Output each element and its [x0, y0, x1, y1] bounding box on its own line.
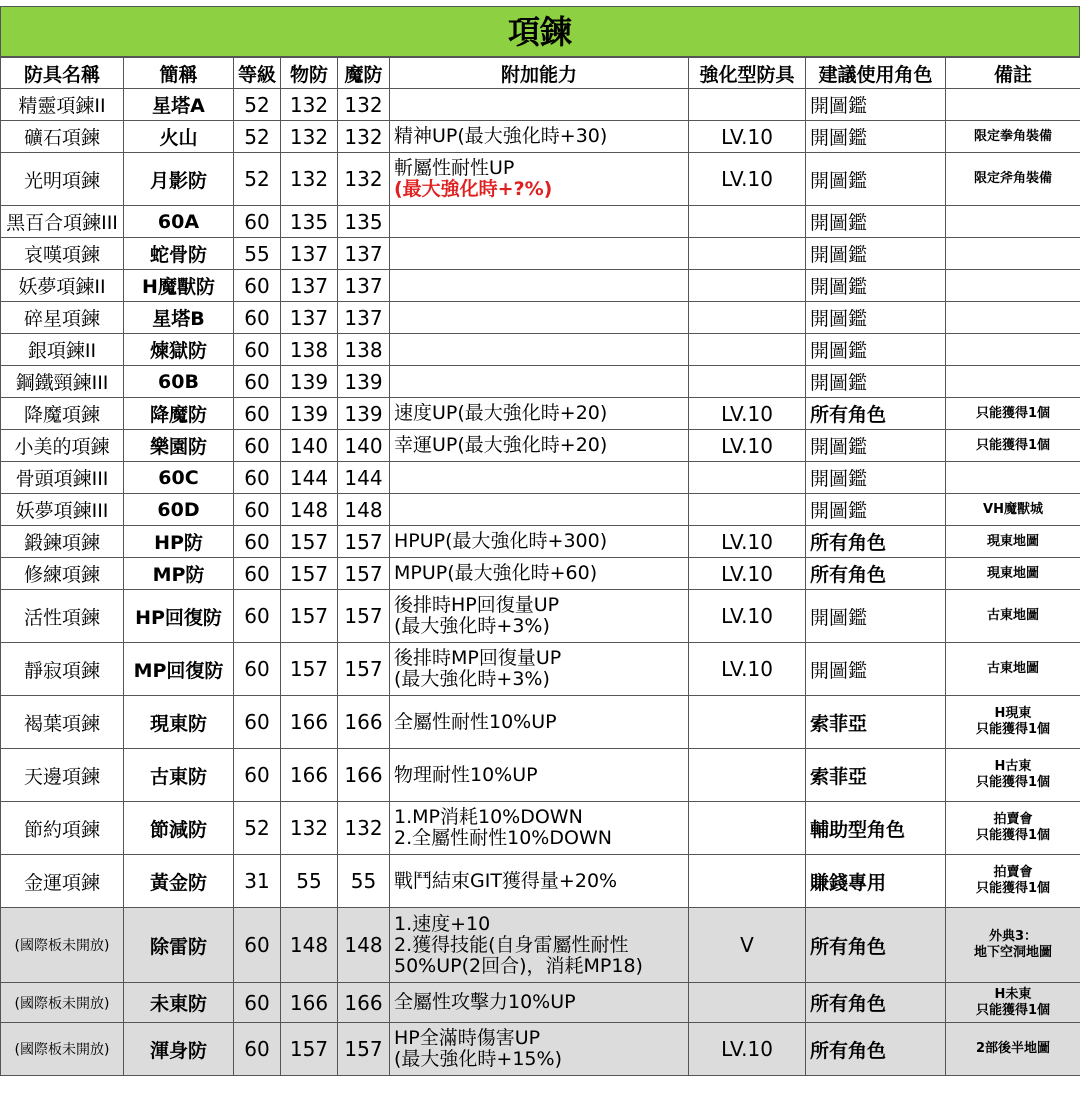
cell-pdef: 137	[281, 270, 338, 302]
cell-enhance	[689, 270, 806, 302]
cell-note	[946, 334, 1080, 366]
cell-role: 開圖鑑	[806, 590, 946, 643]
cell-note	[946, 430, 1080, 462]
cell-abbr: 星塔B	[124, 302, 234, 334]
table-row	[1, 121, 1080, 153]
cell-enhance: LV.10	[689, 643, 806, 696]
ability-line: 後排時HP回復量UP	[394, 594, 560, 616]
table-row	[1, 430, 1080, 462]
cell-role: 開圖鑑	[806, 121, 946, 153]
note-line: 只能獲得1個	[975, 722, 1051, 737]
table-row	[1, 855, 1080, 908]
cell-mdef: 166	[338, 749, 390, 802]
cell-mdef: 135	[338, 206, 390, 238]
cell-pdef: 157	[281, 558, 338, 590]
cell-enhance	[689, 494, 806, 526]
table-row	[1, 302, 1080, 334]
cell-level: 52	[234, 802, 281, 855]
ability-line: 精神UP(最大強化時+30)	[394, 125, 608, 147]
cell-level: 60	[234, 696, 281, 749]
cell-pdef: 144	[281, 462, 338, 494]
ability-highlight: (最大強化時+?%)	[394, 178, 553, 200]
cell-note	[946, 462, 1080, 494]
cell-abbr: 60C	[124, 462, 234, 494]
cell-level: 52	[234, 89, 281, 121]
cell-enhance	[689, 802, 806, 855]
ability-line: (最大強化時+15%)	[394, 1048, 562, 1070]
cell-enhance: LV.10	[689, 430, 806, 462]
cell-role: 開圖鑑	[806, 462, 946, 494]
table-row	[1, 558, 1080, 590]
cell-role: 開圖鑑	[806, 643, 946, 696]
ability-line: MPUP(最大強化時+60)	[394, 562, 598, 584]
cell-abbr: 降魔防	[124, 398, 234, 430]
table-body	[1, 89, 1080, 1076]
cell-level: 60	[234, 526, 281, 558]
cell-note	[946, 526, 1080, 558]
cell-note	[946, 494, 1080, 526]
cell-note	[946, 1023, 1080, 1076]
cell-abbr: 60D	[124, 494, 234, 526]
cell-pdef: 157	[281, 1023, 338, 1076]
cell-role: 所有角色	[806, 526, 946, 558]
cell-role: 開圖鑑	[806, 302, 946, 334]
cell-name: 骨頭項鍊III	[1, 462, 124, 494]
cell-note	[946, 153, 1080, 206]
cell-note	[946, 802, 1080, 855]
cell-abbr: 月影防	[124, 153, 234, 206]
cell-mdef: 157	[338, 590, 390, 643]
cell-role: 開圖鑑	[806, 89, 946, 121]
cell-mdef: 157	[338, 558, 390, 590]
cell-name: 金運項鍊	[1, 855, 124, 908]
cell-ability	[390, 398, 689, 430]
cell-ability	[390, 153, 689, 206]
ability-line: 後排時MP回復量UP	[394, 647, 562, 669]
cell-name: 碎星項鍊	[1, 302, 124, 334]
cell-enhance: LV.10	[689, 121, 806, 153]
cell-note	[946, 590, 1080, 643]
note-line: 現東地圖	[986, 533, 1039, 549]
ability-line: 全屬性耐性10%UP	[394, 710, 557, 733]
cell-level: 60	[234, 430, 281, 462]
equipment-sheet	[0, 6, 1080, 1076]
cell-note	[946, 238, 1080, 270]
ability-line: 物理耐性10%UP	[394, 763, 538, 786]
cell-ability	[390, 643, 689, 696]
cell-abbr: 樂園防	[124, 430, 234, 462]
cell-name: (國際板未開放)	[1, 983, 124, 1023]
col-header-pdef: 物防	[281, 58, 338, 89]
cell-ability	[390, 1023, 689, 1076]
table-row	[1, 1023, 1080, 1076]
cell-ability	[390, 802, 689, 855]
cell-note	[946, 558, 1080, 590]
cell-abbr: 60B	[124, 366, 234, 398]
cell-mdef: 166	[338, 696, 390, 749]
col-header-note: 備註	[946, 58, 1080, 89]
cell-name: 銀項鍊II	[1, 334, 124, 366]
cell-role: 開圖鑑	[806, 206, 946, 238]
cell-ability	[390, 121, 689, 153]
cell-ability	[390, 590, 689, 643]
cell-name: 鍛鍊項鍊	[1, 526, 124, 558]
cell-ability	[390, 89, 689, 121]
cell-level: 60	[234, 983, 281, 1023]
col-header-abbr: 簡稱	[124, 58, 234, 89]
table-row	[1, 749, 1080, 802]
cell-level: 60	[234, 749, 281, 802]
cell-abbr: 除雷防	[124, 908, 234, 983]
cell-ability	[390, 238, 689, 270]
note-line: 只能獲得1個	[975, 881, 1051, 896]
cell-ability	[390, 749, 689, 802]
cell-pdef: 140	[281, 430, 338, 462]
table-row	[1, 802, 1080, 855]
note-line: 拍賣會	[993, 812, 1033, 827]
cell-role: 所有角色	[806, 398, 946, 430]
cell-pdef: 139	[281, 366, 338, 398]
cell-role: 索菲亞	[806, 696, 946, 749]
cell-enhance: LV.10	[689, 590, 806, 643]
ability-line: 幸運UP(最大強化時+20)	[394, 434, 608, 456]
ability-line: 1.MP消耗10%DOWN	[394, 806, 583, 828]
cell-ability	[390, 270, 689, 302]
cell-note	[946, 749, 1080, 802]
table-row	[1, 643, 1080, 696]
cell-role: 開圖鑑	[806, 366, 946, 398]
cell-name: 光明項鍊	[1, 153, 124, 206]
cell-note	[946, 121, 1080, 153]
cell-enhance	[689, 749, 806, 802]
cell-abbr: 煉獄防	[124, 334, 234, 366]
cell-level: 60	[234, 302, 281, 334]
cell-note	[946, 366, 1080, 398]
cell-mdef: 148	[338, 494, 390, 526]
cell-pdef: 132	[281, 802, 338, 855]
note-line: H古東	[994, 759, 1032, 774]
cell-ability	[390, 855, 689, 908]
cell-role: 所有角色	[806, 908, 946, 983]
cell-level: 52	[234, 153, 281, 206]
cell-enhance	[689, 334, 806, 366]
table-row	[1, 494, 1080, 526]
note-line: 只能獲得1個	[975, 1002, 1051, 1018]
cell-abbr: MP回復防	[124, 643, 234, 696]
ability-line: 斬屬性耐性UP	[394, 157, 515, 179]
cell-mdef: 132	[338, 802, 390, 855]
cell-abbr: 星塔A	[124, 89, 234, 121]
cell-abbr: 蛇骨防	[124, 238, 234, 270]
table-row	[1, 153, 1080, 206]
cell-ability	[390, 430, 689, 462]
cell-abbr: 火山	[124, 121, 234, 153]
cell-ability	[390, 334, 689, 366]
cell-abbr: HP防	[124, 526, 234, 558]
cell-abbr: 節減防	[124, 802, 234, 855]
cell-note	[946, 398, 1080, 430]
cell-pdef: 132	[281, 121, 338, 153]
cell-note	[946, 983, 1080, 1023]
cell-role: 開圖鑑	[806, 334, 946, 366]
cell-name: 天邊項鍊	[1, 749, 124, 802]
table-row	[1, 590, 1080, 643]
col-header-level: 等級	[234, 58, 281, 89]
cell-enhance	[689, 206, 806, 238]
cell-pdef: 137	[281, 302, 338, 334]
cell-abbr: MP防	[124, 558, 234, 590]
cell-note	[946, 855, 1080, 908]
cell-mdef: 166	[338, 983, 390, 1023]
cell-pdef: 132	[281, 89, 338, 121]
cell-abbr: H魔獸防	[124, 270, 234, 302]
note-line: 外典3：	[988, 929, 1038, 944]
cell-name: 小美的項鍊	[1, 430, 124, 462]
cell-abbr: HP回復防	[124, 590, 234, 643]
cell-name: 妖夢項鍊III	[1, 494, 124, 526]
col-header-mdef: 魔防	[338, 58, 390, 89]
col-header-role: 建議使用角色	[806, 58, 946, 89]
cell-name: 鋼鐵頸鍊III	[1, 366, 124, 398]
note-line: 古東地圖	[986, 661, 1039, 676]
cell-mdef: 157	[338, 1023, 390, 1076]
cell-role: 賺錢專用	[806, 855, 946, 908]
cell-mdef: 139	[338, 366, 390, 398]
cell-pdef: 166	[281, 696, 338, 749]
cell-abbr: 未東防	[124, 983, 234, 1023]
table-row	[1, 366, 1080, 398]
cell-abbr: 古東防	[124, 749, 234, 802]
cell-pdef: 135	[281, 206, 338, 238]
note-line: 限定拳角裝備	[973, 128, 1052, 144]
cell-mdef: 157	[338, 526, 390, 558]
cell-level: 60	[234, 334, 281, 366]
table-row	[1, 334, 1080, 366]
cell-ability	[390, 462, 689, 494]
table-row	[1, 270, 1080, 302]
cell-name: 節約項鍊	[1, 802, 124, 855]
cell-name: 哀嘆項鍊	[1, 238, 124, 270]
cell-pdef: 157	[281, 590, 338, 643]
cell-ability	[390, 696, 689, 749]
cell-abbr: 黃金防	[124, 855, 234, 908]
sheet-title: 項鍊	[0, 6, 1080, 57]
note-line: 只能獲得1個	[975, 405, 1051, 421]
note-line: H現東	[994, 706, 1032, 721]
cell-pdef: 166	[281, 749, 338, 802]
ability-line: 速度UP(最大強化時+20)	[394, 402, 608, 424]
cell-level: 52	[234, 121, 281, 153]
col-header-ability: 附加能力	[390, 58, 689, 89]
cell-level: 60	[234, 1023, 281, 1076]
note-line: 地下空洞地圖	[973, 945, 1052, 960]
cell-mdef: 132	[338, 153, 390, 206]
cell-ability	[390, 558, 689, 590]
table-row	[1, 696, 1080, 749]
cell-enhance: LV.10	[689, 526, 806, 558]
cell-enhance	[689, 302, 806, 334]
ability-line: 1.速度+10	[394, 912, 491, 935]
cell-pdef: 157	[281, 526, 338, 558]
cell-ability	[390, 206, 689, 238]
cell-name: 活性項鍊	[1, 590, 124, 643]
ability-line: HPUP(最大強化時+300)	[394, 530, 608, 552]
note-line: 古東地圖	[986, 608, 1039, 623]
note-line: 只能獲得1個	[975, 437, 1051, 453]
table-row	[1, 908, 1080, 983]
ability-line: 50%UP(2回合)，消耗MP18)	[394, 954, 643, 977]
cell-level: 60	[234, 206, 281, 238]
cell-pdef: 132	[281, 153, 338, 206]
cell-pdef: 157	[281, 643, 338, 696]
cell-mdef: 55	[338, 855, 390, 908]
cell-role: 開圖鑑	[806, 430, 946, 462]
ability-line: 戰鬥結束GIT獲得量+20%	[394, 869, 618, 892]
note-line: 現東地圖	[986, 565, 1039, 581]
cell-level: 60	[234, 494, 281, 526]
cell-name: 妖夢項鍊II	[1, 270, 124, 302]
cell-mdef: 139	[338, 398, 390, 430]
cell-role: 索菲亞	[806, 749, 946, 802]
note-line: VH魔獸城	[983, 501, 1043, 517]
cell-pdef: 55	[281, 855, 338, 908]
cell-role: 所有角色	[806, 1023, 946, 1076]
table-row	[1, 398, 1080, 430]
cell-role: 所有角色	[806, 558, 946, 590]
col-header-name: 防具名稱	[1, 58, 124, 89]
cell-abbr: 60A	[124, 206, 234, 238]
cell-note	[946, 908, 1080, 983]
cell-enhance	[689, 462, 806, 494]
cell-ability	[390, 526, 689, 558]
cell-pdef: 166	[281, 983, 338, 1023]
cell-name: 褐葉項鍊	[1, 696, 124, 749]
cell-note	[946, 302, 1080, 334]
cell-pdef: 148	[281, 494, 338, 526]
cell-mdef: 137	[338, 238, 390, 270]
ability-line: 2.獲得技能(自身雷屬性耐性	[394, 933, 629, 956]
cell-ability	[390, 366, 689, 398]
cell-level: 60	[234, 908, 281, 983]
table-row	[1, 89, 1080, 121]
cell-enhance: LV.10	[689, 398, 806, 430]
cell-abbr: 渾身防	[124, 1023, 234, 1076]
ability-line: 全屬性攻擊力10%UP	[394, 991, 576, 1013]
cell-name: 礦石項鍊	[1, 121, 124, 153]
cell-enhance	[689, 696, 806, 749]
cell-mdef: 138	[338, 334, 390, 366]
table-row	[1, 238, 1080, 270]
cell-level: 60	[234, 398, 281, 430]
cell-mdef: 157	[338, 643, 390, 696]
cell-mdef: 144	[338, 462, 390, 494]
ability-line: (最大強化時+3%)	[394, 668, 550, 690]
necklace-table	[0, 57, 1080, 1076]
cell-level: 60	[234, 366, 281, 398]
cell-role: 開圖鑑	[806, 238, 946, 270]
note-line: H未東	[994, 986, 1032, 1002]
cell-name: (國際板未開放)	[1, 1023, 124, 1076]
cell-level: 60	[234, 558, 281, 590]
cell-role: 所有角色	[806, 983, 946, 1023]
cell-note	[946, 270, 1080, 302]
cell-mdef: 148	[338, 908, 390, 983]
note-line: 限定斧角裝備	[973, 171, 1052, 186]
cell-mdef: 132	[338, 89, 390, 121]
cell-name: (國際板未開放)	[1, 908, 124, 983]
cell-enhance	[689, 983, 806, 1023]
cell-name: 降魔項鍊	[1, 398, 124, 430]
col-header-enhance: 強化型防具	[689, 58, 806, 89]
cell-role: 開圖鑑	[806, 270, 946, 302]
cell-enhance	[689, 89, 806, 121]
cell-ability	[390, 302, 689, 334]
cell-role: 開圖鑑	[806, 153, 946, 206]
cell-mdef: 137	[338, 302, 390, 334]
cell-ability	[390, 494, 689, 526]
cell-abbr: 現東防	[124, 696, 234, 749]
cell-name: 修練項鍊	[1, 558, 124, 590]
cell-enhance: LV.10	[689, 558, 806, 590]
table-row	[1, 206, 1080, 238]
ability-line: 2.全屬性耐性10%DOWN	[394, 827, 612, 849]
cell-enhance: LV.10	[689, 153, 806, 206]
cell-pdef: 139	[281, 398, 338, 430]
note-line: 只能獲得1個	[975, 828, 1051, 843]
cell-pdef: 148	[281, 908, 338, 983]
cell-note	[946, 206, 1080, 238]
cell-enhance	[689, 366, 806, 398]
cell-level: 31	[234, 855, 281, 908]
note-line: 2部後半地圖	[975, 1041, 1051, 1056]
cell-note	[946, 89, 1080, 121]
cell-enhance	[689, 855, 806, 908]
ability-line: (最大強化時+3%)	[394, 615, 550, 637]
cell-name: 黑百合項鍊III	[1, 206, 124, 238]
note-line: 只能獲得1個	[975, 775, 1051, 790]
cell-level: 60	[234, 590, 281, 643]
cell-enhance: V	[689, 908, 806, 983]
table-row	[1, 526, 1080, 558]
cell-level: 60	[234, 270, 281, 302]
cell-mdef: 137	[338, 270, 390, 302]
cell-enhance	[689, 238, 806, 270]
cell-mdef: 140	[338, 430, 390, 462]
cell-note	[946, 643, 1080, 696]
cell-note	[946, 696, 1080, 749]
cell-name: 精靈項鍊II	[1, 89, 124, 121]
cell-level: 60	[234, 462, 281, 494]
cell-pdef: 137	[281, 238, 338, 270]
cell-level: 55	[234, 238, 281, 270]
cell-ability	[390, 908, 689, 983]
cell-role: 輔助型角色	[806, 802, 946, 855]
cell-enhance: LV.10	[689, 1023, 806, 1076]
cell-ability	[390, 983, 689, 1023]
note-line: 拍賣會	[993, 865, 1033, 880]
cell-mdef: 132	[338, 121, 390, 153]
table-row	[1, 983, 1080, 1023]
header-row	[1, 58, 1080, 89]
cell-pdef: 138	[281, 334, 338, 366]
table-row	[1, 462, 1080, 494]
cell-name: 靜寂項鍊	[1, 643, 124, 696]
cell-role: 開圖鑑	[806, 494, 946, 526]
ability-line: HP全滿時傷害UP	[394, 1027, 541, 1049]
cell-level: 60	[234, 643, 281, 696]
